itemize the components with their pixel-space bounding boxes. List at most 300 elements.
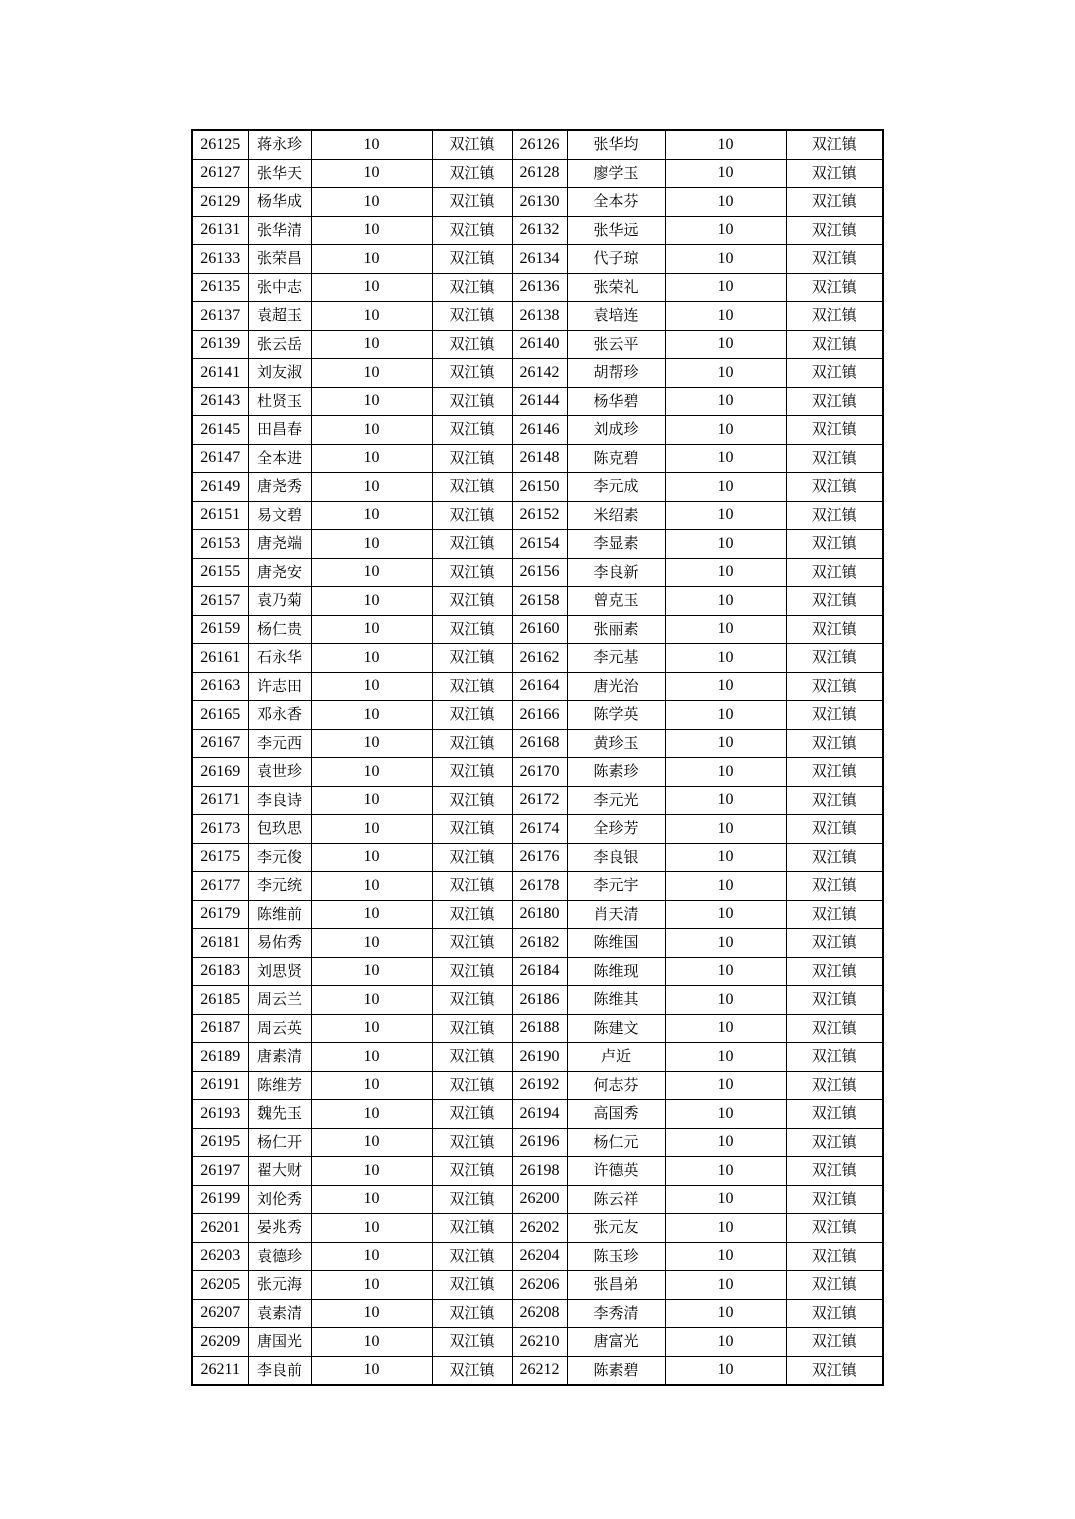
table-cell-amount: 10 bbox=[311, 387, 432, 416]
table-cell-town: 双江镇 bbox=[786, 644, 883, 673]
table-cell-amount: 10 bbox=[311, 758, 432, 787]
table-cell-town: 双江镇 bbox=[432, 929, 512, 958]
table-cell-amount: 10 bbox=[311, 957, 432, 986]
table-cell-town: 双江镇 bbox=[786, 587, 883, 616]
table-cell-town: 双江镇 bbox=[786, 986, 883, 1015]
table-cell-person-name: 米绍素 bbox=[567, 501, 665, 530]
table-cell-record-id: 26201 bbox=[192, 1214, 248, 1243]
table-cell-person-name: 陈维其 bbox=[567, 986, 665, 1015]
table-cell-record-id: 26156 bbox=[512, 558, 567, 587]
table-cell-person-name: 李元基 bbox=[567, 644, 665, 673]
table-cell-town: 双江镇 bbox=[786, 1043, 883, 1072]
table-cell-record-id: 26179 bbox=[192, 900, 248, 929]
table-cell-town: 双江镇 bbox=[786, 843, 883, 872]
table-cell-town: 双江镇 bbox=[432, 900, 512, 929]
table-cell-town: 双江镇 bbox=[786, 1214, 883, 1243]
table-cell-amount: 10 bbox=[665, 1157, 786, 1186]
table-cell-amount: 10 bbox=[311, 1157, 432, 1186]
table-cell-person-name: 唐富光 bbox=[567, 1328, 665, 1357]
table-cell-town: 双江镇 bbox=[432, 273, 512, 302]
table-cell-amount: 10 bbox=[665, 473, 786, 502]
table-cell-town: 双江镇 bbox=[786, 330, 883, 359]
table-cell-town: 双江镇 bbox=[432, 1157, 512, 1186]
table-cell-record-id: 26150 bbox=[512, 473, 567, 502]
table-cell-amount: 10 bbox=[311, 587, 432, 616]
table-cell-record-id: 26132 bbox=[512, 216, 567, 245]
table-cell-town: 双江镇 bbox=[432, 1185, 512, 1214]
table-cell-record-id: 26199 bbox=[192, 1185, 248, 1214]
table-cell-record-id: 26128 bbox=[512, 159, 567, 188]
table-cell-record-id: 26168 bbox=[512, 729, 567, 758]
table-cell-person-name: 李元俊 bbox=[248, 843, 311, 872]
table-cell-person-name: 许志田 bbox=[248, 672, 311, 701]
table-cell-amount: 10 bbox=[665, 1328, 786, 1357]
table-cell-amount: 10 bbox=[665, 1299, 786, 1328]
table-cell-amount: 10 bbox=[311, 159, 432, 188]
table-cell-town: 双江镇 bbox=[786, 900, 883, 929]
table-cell-amount: 10 bbox=[311, 216, 432, 245]
table-cell-person-name: 刘成珍 bbox=[567, 416, 665, 445]
table-cell-person-name: 袁德珍 bbox=[248, 1242, 311, 1271]
table-cell-record-id: 26186 bbox=[512, 986, 567, 1015]
table-cell-record-id: 26183 bbox=[192, 957, 248, 986]
table-cell-town: 双江镇 bbox=[432, 130, 512, 159]
table-cell-amount: 10 bbox=[665, 872, 786, 901]
table-cell-amount: 10 bbox=[311, 1242, 432, 1271]
table-cell-amount: 10 bbox=[311, 1271, 432, 1300]
table-row bbox=[192, 615, 883, 644]
table-cell-town: 双江镇 bbox=[786, 1299, 883, 1328]
table-cell-amount: 10 bbox=[311, 1328, 432, 1357]
table-cell-town: 双江镇 bbox=[786, 130, 883, 159]
table-cell-record-id: 26180 bbox=[512, 900, 567, 929]
table-cell-record-id: 26142 bbox=[512, 359, 567, 388]
table-cell-person-name: 陈克碧 bbox=[567, 444, 665, 473]
table-cell-person-name: 张华清 bbox=[248, 216, 311, 245]
table-cell-record-id: 26138 bbox=[512, 302, 567, 331]
table-cell-amount: 10 bbox=[311, 188, 432, 217]
table-cell-record-id: 26144 bbox=[512, 387, 567, 416]
table-cell-record-id: 26145 bbox=[192, 416, 248, 445]
table-cell-amount: 10 bbox=[665, 1356, 786, 1385]
table-cell-amount: 10 bbox=[311, 530, 432, 559]
table-row bbox=[192, 786, 883, 815]
table-row bbox=[192, 530, 883, 559]
table-cell-amount: 10 bbox=[665, 1128, 786, 1157]
table-cell-amount: 10 bbox=[311, 473, 432, 502]
table-cell-town: 双江镇 bbox=[432, 815, 512, 844]
table-cell-town: 双江镇 bbox=[432, 216, 512, 245]
table-cell-amount: 10 bbox=[665, 1214, 786, 1243]
table-cell-amount: 10 bbox=[665, 130, 786, 159]
table-cell-amount: 10 bbox=[311, 558, 432, 587]
table-cell-amount: 10 bbox=[311, 1071, 432, 1100]
table-cell-town: 双江镇 bbox=[786, 729, 883, 758]
table-row bbox=[192, 929, 883, 958]
table-cell-record-id: 26162 bbox=[512, 644, 567, 673]
table-cell-person-name: 晏兆秀 bbox=[248, 1214, 311, 1243]
table-cell-amount: 10 bbox=[311, 273, 432, 302]
table-cell-amount: 10 bbox=[665, 615, 786, 644]
table-cell-person-name: 石永华 bbox=[248, 644, 311, 673]
table-cell-record-id: 26210 bbox=[512, 1328, 567, 1357]
table-cell-town: 双江镇 bbox=[786, 1071, 883, 1100]
table-cell-record-id: 26205 bbox=[192, 1271, 248, 1300]
table-cell-town: 双江镇 bbox=[786, 758, 883, 787]
table-cell-record-id: 26167 bbox=[192, 729, 248, 758]
table-cell-amount: 10 bbox=[665, 1014, 786, 1043]
table-cell-town: 双江镇 bbox=[432, 159, 512, 188]
table-cell-person-name: 曾克玉 bbox=[567, 587, 665, 616]
table-cell-person-name: 李元西 bbox=[248, 729, 311, 758]
table-cell-town: 双江镇 bbox=[786, 1100, 883, 1129]
table-cell-person-name: 唐素清 bbox=[248, 1043, 311, 1072]
table-cell-town: 双江镇 bbox=[786, 815, 883, 844]
table-cell-amount: 10 bbox=[665, 330, 786, 359]
table-cell-person-name: 唐国光 bbox=[248, 1328, 311, 1357]
table-cell-record-id: 26130 bbox=[512, 188, 567, 217]
table-cell-town: 双江镇 bbox=[786, 530, 883, 559]
table-cell-person-name: 陈学英 bbox=[567, 701, 665, 730]
table-cell-amount: 10 bbox=[311, 900, 432, 929]
table-cell-person-name: 陈维国 bbox=[567, 929, 665, 958]
table-cell-record-id: 26188 bbox=[512, 1014, 567, 1043]
table-cell-person-name: 易文碧 bbox=[248, 501, 311, 530]
table-cell-town: 双江镇 bbox=[432, 359, 512, 388]
table-cell-record-id: 26125 bbox=[192, 130, 248, 159]
table-cell-town: 双江镇 bbox=[432, 1271, 512, 1300]
table-cell-person-name: 田昌春 bbox=[248, 416, 311, 445]
table-cell-person-name: 李元统 bbox=[248, 872, 311, 901]
table-cell-person-name: 刘友淑 bbox=[248, 359, 311, 388]
table-cell-town: 双江镇 bbox=[786, 1242, 883, 1271]
table-cell-amount: 10 bbox=[311, 843, 432, 872]
table-cell-amount: 10 bbox=[311, 130, 432, 159]
table-cell-record-id: 26152 bbox=[512, 501, 567, 530]
table-cell-amount: 10 bbox=[665, 1071, 786, 1100]
table-cell-record-id: 26164 bbox=[512, 672, 567, 701]
table-cell-town: 双江镇 bbox=[786, 1328, 883, 1357]
table-cell-amount: 10 bbox=[665, 444, 786, 473]
table-cell-town: 双江镇 bbox=[432, 330, 512, 359]
table-cell-town: 双江镇 bbox=[432, 701, 512, 730]
table-cell-amount: 10 bbox=[665, 758, 786, 787]
table-cell-record-id: 26176 bbox=[512, 843, 567, 872]
table-cell-amount: 10 bbox=[311, 1356, 432, 1385]
table-cell-person-name: 翟大财 bbox=[248, 1157, 311, 1186]
table-cell-town: 双江镇 bbox=[786, 1356, 883, 1385]
table-cell-amount: 10 bbox=[311, 1128, 432, 1157]
table-cell-town: 双江镇 bbox=[786, 929, 883, 958]
table-cell-record-id: 26204 bbox=[512, 1242, 567, 1271]
table-cell-record-id: 26181 bbox=[192, 929, 248, 958]
table-cell-town: 双江镇 bbox=[432, 1014, 512, 1043]
table-cell-town: 双江镇 bbox=[432, 558, 512, 587]
table-cell-amount: 10 bbox=[665, 815, 786, 844]
table-cell-record-id: 26160 bbox=[512, 615, 567, 644]
table-cell-person-name: 蒋永珍 bbox=[248, 130, 311, 159]
table-row bbox=[192, 444, 883, 473]
table-cell-amount: 10 bbox=[665, 786, 786, 815]
table-cell-person-name: 杨仁开 bbox=[248, 1128, 311, 1157]
table-cell-record-id: 26163 bbox=[192, 672, 248, 701]
table-cell-person-name: 张昌弟 bbox=[567, 1271, 665, 1300]
table-cell-person-name: 李显素 bbox=[567, 530, 665, 559]
table-row bbox=[192, 672, 883, 701]
table-cell-record-id: 26143 bbox=[192, 387, 248, 416]
table-cell-person-name: 袁世珍 bbox=[248, 758, 311, 787]
table-cell-amount: 10 bbox=[665, 587, 786, 616]
table-cell-record-id: 26126 bbox=[512, 130, 567, 159]
table-cell-amount: 10 bbox=[665, 701, 786, 730]
table-cell-amount: 10 bbox=[665, 929, 786, 958]
table-cell-person-name: 陈维芳 bbox=[248, 1071, 311, 1100]
table-cell-person-name: 廖学玉 bbox=[567, 159, 665, 188]
table-cell-record-id: 26200 bbox=[512, 1185, 567, 1214]
table-cell-amount: 10 bbox=[665, 273, 786, 302]
table-row bbox=[192, 1242, 883, 1271]
table-cell-record-id: 26161 bbox=[192, 644, 248, 673]
table-cell-amount: 10 bbox=[311, 416, 432, 445]
table-cell-amount: 10 bbox=[311, 786, 432, 815]
table-cell-person-name: 张元海 bbox=[248, 1271, 311, 1300]
table-cell-amount: 10 bbox=[665, 501, 786, 530]
table-cell-amount: 10 bbox=[311, 672, 432, 701]
table-cell-town: 双江镇 bbox=[786, 672, 883, 701]
table-cell-record-id: 26139 bbox=[192, 330, 248, 359]
table-cell-record-id: 26135 bbox=[192, 273, 248, 302]
table-cell-person-name: 卢近 bbox=[567, 1043, 665, 1072]
table-row bbox=[192, 957, 883, 986]
table-cell-town: 双江镇 bbox=[432, 1100, 512, 1129]
table-cell-record-id: 26211 bbox=[192, 1356, 248, 1385]
table-cell-amount: 10 bbox=[665, 216, 786, 245]
table-row bbox=[192, 416, 883, 445]
table-cell-town: 双江镇 bbox=[786, 558, 883, 587]
table-cell-person-name: 陈维前 bbox=[248, 900, 311, 929]
table-cell-person-name: 张中志 bbox=[248, 273, 311, 302]
table-cell-record-id: 26195 bbox=[192, 1128, 248, 1157]
table-cell-person-name: 周云英 bbox=[248, 1014, 311, 1043]
table-cell-person-name: 李秀清 bbox=[567, 1299, 665, 1328]
table-cell-town: 双江镇 bbox=[432, 986, 512, 1015]
table-row bbox=[192, 1128, 883, 1157]
table-cell-record-id: 26191 bbox=[192, 1071, 248, 1100]
table-cell-amount: 10 bbox=[311, 444, 432, 473]
table-cell-town: 双江镇 bbox=[786, 615, 883, 644]
table-cell-person-name: 张华天 bbox=[248, 159, 311, 188]
table-cell-person-name: 许德英 bbox=[567, 1157, 665, 1186]
table-row bbox=[192, 130, 883, 159]
table-row bbox=[192, 758, 883, 787]
table-cell-town: 双江镇 bbox=[432, 1128, 512, 1157]
table-cell-amount: 10 bbox=[665, 530, 786, 559]
table-cell-amount: 10 bbox=[311, 1214, 432, 1243]
table-cell-town: 双江镇 bbox=[786, 245, 883, 274]
table-cell-person-name: 杨仁贵 bbox=[248, 615, 311, 644]
table-cell-amount: 10 bbox=[311, 872, 432, 901]
table-cell-amount: 10 bbox=[311, 245, 432, 274]
table-cell-amount: 10 bbox=[311, 929, 432, 958]
table-cell-record-id: 26171 bbox=[192, 786, 248, 815]
table-cell-person-name: 肖天清 bbox=[567, 900, 665, 929]
table-cell-person-name: 张荣礼 bbox=[567, 273, 665, 302]
table-cell-person-name: 张华远 bbox=[567, 216, 665, 245]
table-cell-town: 双江镇 bbox=[432, 530, 512, 559]
table-cell-record-id: 26192 bbox=[512, 1071, 567, 1100]
table-cell-record-id: 26157 bbox=[192, 587, 248, 616]
table-cell-record-id: 26206 bbox=[512, 1271, 567, 1300]
table-cell-record-id: 26194 bbox=[512, 1100, 567, 1129]
table-cell-amount: 10 bbox=[665, 245, 786, 274]
table-row bbox=[192, 359, 883, 388]
table-cell-person-name: 全本芬 bbox=[567, 188, 665, 217]
table-cell-town: 双江镇 bbox=[432, 1328, 512, 1357]
table-cell-town: 双江镇 bbox=[432, 843, 512, 872]
table-cell-record-id: 26159 bbox=[192, 615, 248, 644]
table-cell-amount: 10 bbox=[311, 1299, 432, 1328]
table-cell-amount: 10 bbox=[311, 501, 432, 530]
table-cell-town: 双江镇 bbox=[432, 188, 512, 217]
table-cell-record-id: 26141 bbox=[192, 359, 248, 388]
table-cell-amount: 10 bbox=[311, 302, 432, 331]
table-row bbox=[192, 1157, 883, 1186]
table-row bbox=[192, 473, 883, 502]
table-cell-person-name: 李良新 bbox=[567, 558, 665, 587]
table-cell-record-id: 26169 bbox=[192, 758, 248, 787]
table-cell-amount: 10 bbox=[665, 302, 786, 331]
table-cell-person-name: 代子琼 bbox=[567, 245, 665, 274]
table-cell-amount: 10 bbox=[311, 644, 432, 673]
table-cell-person-name: 张元友 bbox=[567, 1214, 665, 1243]
table-cell-town: 双江镇 bbox=[432, 672, 512, 701]
table-cell-record-id: 26170 bbox=[512, 758, 567, 787]
table-row bbox=[192, 986, 883, 1015]
table-cell-record-id: 26158 bbox=[512, 587, 567, 616]
table-cell-person-name: 刘伦秀 bbox=[248, 1185, 311, 1214]
records-table bbox=[191, 129, 884, 1386]
table-cell-town: 双江镇 bbox=[432, 1356, 512, 1385]
table-row bbox=[192, 302, 883, 331]
table-cell-amount: 10 bbox=[311, 701, 432, 730]
table-cell-town: 双江镇 bbox=[786, 159, 883, 188]
table-cell-person-name: 易佑秀 bbox=[248, 929, 311, 958]
table-cell-record-id: 26140 bbox=[512, 330, 567, 359]
table-cell-town: 双江镇 bbox=[432, 444, 512, 473]
table-cell-town: 双江镇 bbox=[432, 758, 512, 787]
table-cell-record-id: 26146 bbox=[512, 416, 567, 445]
table-cell-amount: 10 bbox=[665, 416, 786, 445]
table-cell-record-id: 26172 bbox=[512, 786, 567, 815]
table-cell-town: 双江镇 bbox=[786, 216, 883, 245]
table-cell-person-name: 包玖思 bbox=[248, 815, 311, 844]
table-row bbox=[192, 273, 883, 302]
table-row bbox=[192, 216, 883, 245]
table-cell-person-name: 杨华成 bbox=[248, 188, 311, 217]
table-cell-amount: 10 bbox=[311, 1014, 432, 1043]
table-cell-record-id: 26182 bbox=[512, 929, 567, 958]
table-cell-town: 双江镇 bbox=[786, 444, 883, 473]
table-cell-amount: 10 bbox=[665, 159, 786, 188]
table-cell-record-id: 26153 bbox=[192, 530, 248, 559]
table-cell-town: 双江镇 bbox=[786, 957, 883, 986]
table-cell-record-id: 26196 bbox=[512, 1128, 567, 1157]
table-cell-person-name: 唐光治 bbox=[567, 672, 665, 701]
table-cell-record-id: 26178 bbox=[512, 872, 567, 901]
table-cell-person-name: 陈玉珍 bbox=[567, 1242, 665, 1271]
table-cell-person-name: 袁素清 bbox=[248, 1299, 311, 1328]
table-cell-record-id: 26166 bbox=[512, 701, 567, 730]
table-cell-amount: 10 bbox=[665, 843, 786, 872]
table-row bbox=[192, 1071, 883, 1100]
table-cell-record-id: 26203 bbox=[192, 1242, 248, 1271]
table-cell-record-id: 26137 bbox=[192, 302, 248, 331]
table-row bbox=[192, 1328, 883, 1357]
table-cell-amount: 10 bbox=[665, 1043, 786, 1072]
table-cell-town: 双江镇 bbox=[432, 302, 512, 331]
table-row bbox=[192, 330, 883, 359]
table-cell-amount: 10 bbox=[665, 672, 786, 701]
table-cell-person-name: 张丽素 bbox=[567, 615, 665, 644]
table-cell-record-id: 26202 bbox=[512, 1214, 567, 1243]
table-cell-town: 双江镇 bbox=[786, 416, 883, 445]
table-row bbox=[192, 843, 883, 872]
table-cell-record-id: 26212 bbox=[512, 1356, 567, 1385]
table-row bbox=[192, 587, 883, 616]
table-cell-town: 双江镇 bbox=[432, 1043, 512, 1072]
table-cell-person-name: 陈素珍 bbox=[567, 758, 665, 787]
table-cell-town: 双江镇 bbox=[786, 872, 883, 901]
table-cell-town: 双江镇 bbox=[432, 501, 512, 530]
table-cell-amount: 10 bbox=[665, 957, 786, 986]
table-row bbox=[192, 1185, 883, 1214]
table-row bbox=[192, 815, 883, 844]
table-cell-amount: 10 bbox=[311, 1043, 432, 1072]
table-cell-person-name: 李良前 bbox=[248, 1356, 311, 1385]
table-cell-person-name: 李良银 bbox=[567, 843, 665, 872]
table-cell-record-id: 26151 bbox=[192, 501, 248, 530]
table-cell-amount: 10 bbox=[311, 1100, 432, 1129]
table-cell-town: 双江镇 bbox=[786, 273, 883, 302]
table-cell-town: 双江镇 bbox=[786, 359, 883, 388]
table-cell-record-id: 26127 bbox=[192, 159, 248, 188]
table-cell-record-id: 26147 bbox=[192, 444, 248, 473]
table-cell-amount: 10 bbox=[311, 615, 432, 644]
table-cell-town: 双江镇 bbox=[786, 302, 883, 331]
table-cell-record-id: 26148 bbox=[512, 444, 567, 473]
table-cell-person-name: 黄珍玉 bbox=[567, 729, 665, 758]
table-cell-town: 双江镇 bbox=[432, 872, 512, 901]
table-cell-record-id: 26155 bbox=[192, 558, 248, 587]
table-cell-amount: 10 bbox=[311, 986, 432, 1015]
table-cell-person-name: 陈建文 bbox=[567, 1014, 665, 1043]
table-cell-record-id: 26208 bbox=[512, 1299, 567, 1328]
table-cell-person-name: 魏先玉 bbox=[248, 1100, 311, 1129]
table-cell-amount: 10 bbox=[665, 1185, 786, 1214]
table-cell-record-id: 26190 bbox=[512, 1043, 567, 1072]
table-row bbox=[192, 387, 883, 416]
table-cell-record-id: 26133 bbox=[192, 245, 248, 274]
table-cell-town: 双江镇 bbox=[432, 387, 512, 416]
table-cell-record-id: 26198 bbox=[512, 1157, 567, 1186]
table-cell-person-name: 陈维现 bbox=[567, 957, 665, 986]
table-cell-person-name: 周云兰 bbox=[248, 986, 311, 1015]
table-cell-person-name: 高国秀 bbox=[567, 1100, 665, 1129]
table-cell-person-name: 唐尧安 bbox=[248, 558, 311, 587]
table-cell-town: 双江镇 bbox=[786, 701, 883, 730]
table-cell-amount: 10 bbox=[665, 644, 786, 673]
table-cell-person-name: 李元宇 bbox=[567, 872, 665, 901]
